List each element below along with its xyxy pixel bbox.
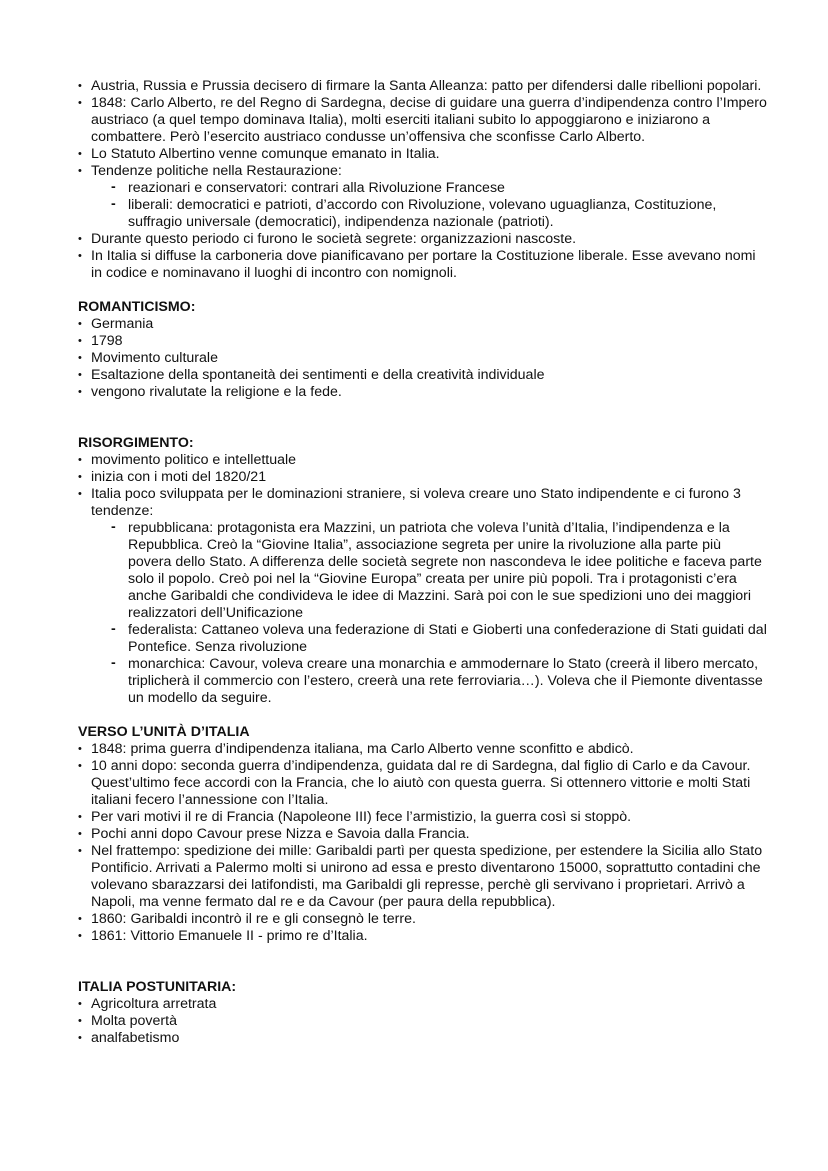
list-item: • Esaltazione della spontaneità dei sentimenti e della creatività individuale	[78, 367, 768, 384]
list-item: • 1848: Carlo Alberto, re del Regno di Sardegna, decise di guidare una guerra d’indipendenza contro l’Impero austriaco (a quel tempo dominava Italia), molti eserciti italiani subito lo appoggiarono e iniziarono a combattere. Però l’esercito austriaco condusse un’offensiva che sconfisse Carlo Alberto.	[78, 95, 768, 146]
list-item: • analfabetismo	[78, 1030, 768, 1047]
postunitaria-list	[78, 996, 768, 1047]
romanticismo-list	[78, 316, 768, 401]
list-item: • In Italia si diffuse la carboneria dove pianificavano per portare la Costituzione liberale. Esse avevano nomi in codice e nominavano il luoghi di incontro con nomignoli.	[78, 248, 768, 282]
sub-list-item: - federalista: Cattaneo voleva una federazione di Stati e Gioberti una confederazione di Stati guidati dal Pontefice. Senza rivoluzione	[91, 622, 768, 656]
spacer	[78, 282, 768, 299]
section-heading-romanticismo: ROMANTICISMO:	[78, 299, 196, 315]
list-item	[78, 163, 768, 231]
list-item-text: Italia poco sviluppata per le dominazioni straniere, si voleva creare uno Stato indipendente e ci furono 3 tendenze:	[91, 486, 741, 519]
list-item: • Durante questo periodo ci furono le società segrete: organizzazioni nascoste.	[78, 231, 768, 248]
sub-list-item: - reazionari e conservatori: contrari alla Rivoluzione Francese	[91, 180, 768, 197]
list-item: • vengono rivalutate la religione e la fede.	[78, 384, 768, 401]
list-item: • movimento politico e intellettuale	[78, 452, 768, 469]
list-item: • Germania	[78, 316, 768, 333]
restaurazione-sublist	[91, 180, 768, 231]
list-item: • Per vari motivi il re di Francia (Napoleone III) fece l’armistizio, la guerra così si stoppò.	[78, 809, 768, 826]
list-item: • Lo Statuto Albertino venne comunque emanato in Italia.	[78, 146, 768, 163]
risorgimento-list	[78, 452, 768, 707]
list-item: • Molta povertà	[78, 1013, 768, 1030]
list-item: • Nel frattempo: spedizione dei mille: Garibaldi partì per questa spedizione, per estendere la Sicilia allo Stato Pontificio. Arrivati a Palermo molti si unirono ad essa e presto diventarono 15000, soprattutto contadini che volevano sbarazzarsi dei latifondisti, ma Garibaldi gli represse, perchè gli servivano i proprietari. Arrivò a Napoli, ma venne fermato dal re e da Cavour (per paura della repubblica).	[78, 843, 768, 911]
sub-list-item: - repubblicana: protagonista era Mazzini, un patriota che voleva l’unità d’Italia, l’indipendenza e la Repubblica. Creò la “Giovine Italia”, associazione segreta per unire la rivoluzione alla parte più povera dello Stato. A differenza delle società segrete non nascondeva le idee politiche e faceva parte solo il popolo. Creò poi nel la “Giovine Europa” creata per unire più popoli. Tra i protagonisti c’era anche Garibaldi che condivideva le idee di Mazzini. Sarà poi con le sue spedizioni uno dei maggiori realizzatori dell’Unificazione	[91, 520, 768, 622]
intro-list	[78, 78, 768, 282]
list-item: • 1848: prima guerra d’indipendenza italiana, ma Carlo Alberto venne sconfitto e abdicò.	[78, 741, 768, 758]
list-item: • 1860: Garibaldi incontrò il re e gli consegnò le terre.	[78, 911, 768, 928]
list-item-text: Tendenze politiche nella Restaurazione:	[91, 163, 342, 179]
section-heading-risorgimento: RISORGIMENTO:	[78, 435, 194, 451]
tendenze-sublist	[91, 520, 768, 707]
list-item: • inizia con i moti del 1820/21	[78, 469, 768, 486]
list-item: • 1861: Vittorio Emanuele II - primo re d’Italia.	[78, 928, 768, 945]
spacer	[78, 945, 768, 979]
section-heading-unita: VERSO L’UNITÀ D’ITALIA	[78, 724, 250, 740]
unita-list	[78, 741, 768, 945]
list-item: • Austria, Russia e Prussia decisero di firmare la Santa Alleanza: patto per difendersi dalle ribellioni popolari.	[78, 78, 768, 95]
list-item	[78, 486, 768, 707]
section-heading-postunitaria: ITALIA POSTUNITARIA:	[78, 979, 237, 995]
list-item: • Agricoltura arretrata	[78, 996, 768, 1013]
list-item: • Pochi anni dopo Cavour prese Nizza e Savoia dalla Francia.	[78, 826, 768, 843]
spacer	[78, 401, 768, 435]
list-item: • 1798	[78, 333, 768, 350]
list-item: • 10 anni dopo: seconda guerra d’indipendenza, guidata dal re di Sardegna, dal figlio di Carlo e da Cavour. Quest’ultimo fece accordi con la Francia, che lo aiutò con questa guerra. Si ottennero vittorie e molti Stati italiani fecero l’annessione con l’Italia.	[78, 758, 768, 809]
spacer	[78, 707, 768, 724]
sub-list-item: - liberali: democratici e patrioti, d’accordo con Rivoluzione, volevano uguaglianza, Costituzione, suffragio universale (democratici), indipendenza nazionale (patrioti).	[91, 197, 768, 231]
sub-list-item: - monarchica: Cavour, voleva creare una monarchia e ammodernare lo Stato (creerà il libero mercato, triplicherà il commercio con l’estero, creerà una rete ferroviaria…). Voleva che il Piemonte diventasse un modello da seguire.	[91, 656, 768, 707]
list-item: • Movimento culturale	[78, 350, 768, 367]
